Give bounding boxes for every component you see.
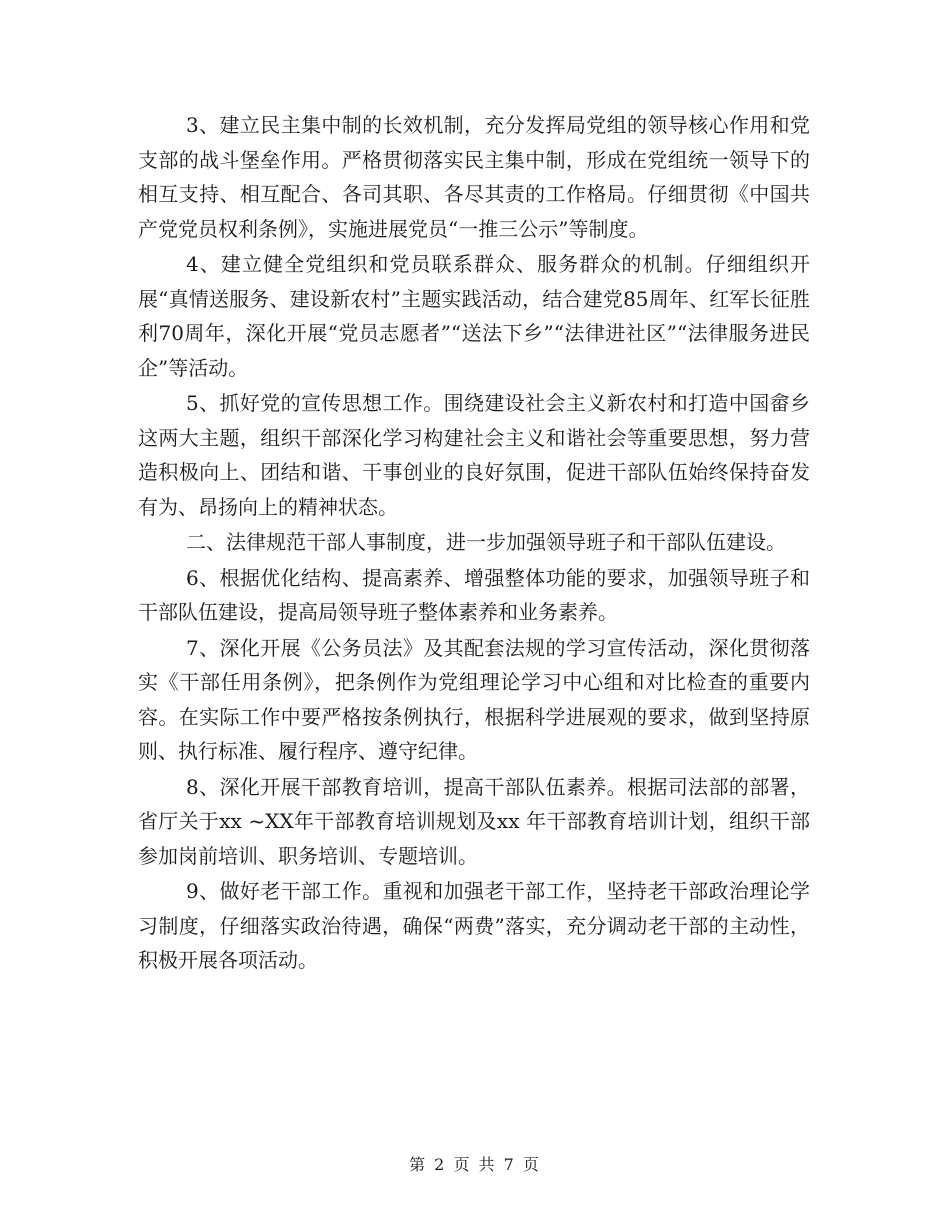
paragraph-3: 3、建立民主集中制的长效机制，充分发挥局党组的领导核心作用和党支部的战斗堡垒作用。严格贯彻落实民主集中制，形成在党组统一领导下的相互支持、相互配合、各司其职、各尽其责的工作格局。仔细贯彻《中国共产党党员权利条例》，实施进展党员“一推三公示”等制度。 <box>138 113 810 241</box>
page-number-footer: 第 2 页 共 7 页 <box>409 1155 541 1174</box>
paragraph-4: 4、建立健全党组织和党员联系群众、服务群众的机制。仔细组织开展“真情送服务、建设新农村”主题实践活动，结合建党85周年、红军长征胜利70周年，深化开展“党员志愿者”“送法下乡”“法律进社区”“法律服务进民企”等活动。 <box>138 252 810 380</box>
paragraph-5: 5、抓好党的宣传思想工作。围绕建设社会主义新农村和打造中国畲乡这两大主题，组织干部深化学习构建社会主义和谐社会等重要思想，努力营造积极向上、团结和谐、干事创业的良好氛围，促进干部队伍始终保持奋发有为、昂扬向上的精神状态。 <box>138 391 810 519</box>
document-body <box>138 108 810 979</box>
paragraph-8: 8、深化开展干部教育培训，提高干部队伍素养。根据司法部的部署，省厅关于xx ~XX年干部教育培训规划及xx 年干部教育培训计划，组织干部参加岗前培训、职务培训、专题培训。 <box>138 774 810 868</box>
paragraph-6: 6、根据优化结构、提高素养、增强整体功能的要求，加强领导班子和干部队伍建设，提高局领导班子整体素养和业务素养。 <box>138 565 810 624</box>
section-heading-2: 二、法律规范干部人事制度，进一步加强领导班子和干部队伍建设。 <box>186 530 786 554</box>
paragraph-7: 7、深化开展《公务员法》及其配套法规的学习宣传活动，深化贯彻落实《干部任用条例》，把条例作为党组理论学习中心组和对比检查的重要内容。在实际工作中要严格按条例执行，根据科学进展观的要求，做到坚持原则、执行标准、履行程序、遵守纪律。 <box>138 635 810 763</box>
paragraph-9: 9、做好老干部工作。重视和加强老干部工作，坚持老干部政治理论学习制度，仔细落实政治待遇，确保“两费”落实，充分调动老干部的主动性，积极开展各项活动。 <box>138 879 810 972</box>
